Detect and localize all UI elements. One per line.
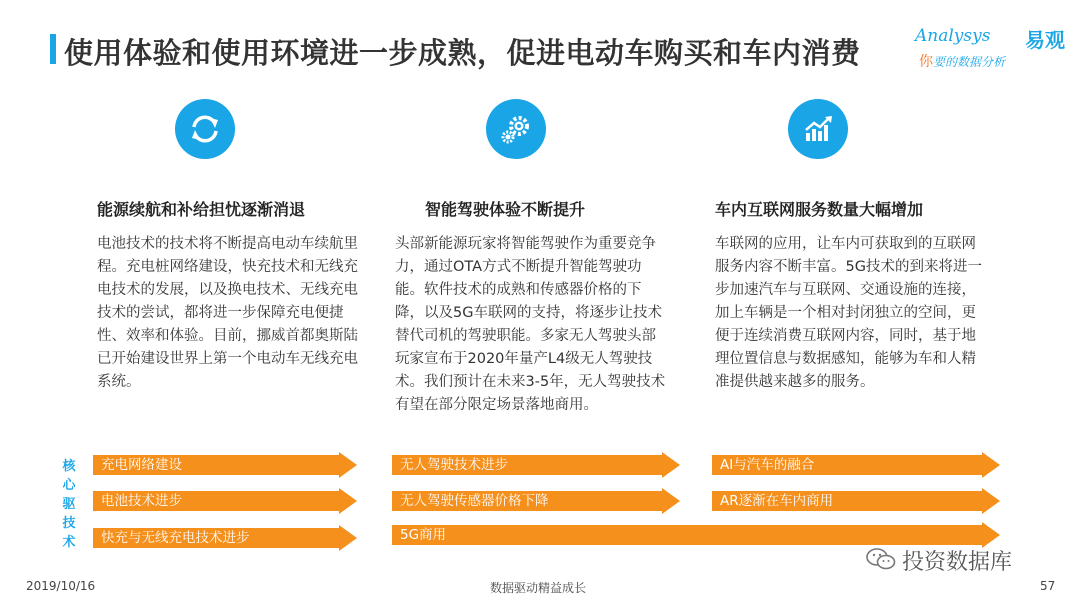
page-number: 57 — [1040, 579, 1056, 593]
column-title-internet: 车内互联网服务数量大幅增加 — [715, 200, 924, 219]
driver-arrow — [712, 488, 1000, 514]
gears-icon — [486, 99, 546, 159]
column-body-autonomous: 头部新能源玩家将智能驾驶作为重要竞争力，通过OTA方式不断提升智能驾驶功能。软件技术的成熟和传感器价格的下降，以及5G车联网的支持，将逐步让技术替代司机的驾驶职能。多家无人驾驶头部玩家宣布于2020年量产L4级无人驾驶技术。我们预计在未来3-5年，无人驾驶技术有望在部分限定场景落地商用。 — [395, 236, 666, 413]
page-title: 使用体验和使用环境进一步成熟，促进电动车购买和车内消费 — [64, 36, 861, 70]
driver-label: 无人驾驶技术进步 — [400, 457, 508, 473]
wechat-icon — [866, 547, 896, 571]
column-title-autonomous: 智能驾驶体验不断提升 — [425, 200, 586, 219]
driver-label: 充电网络建设 — [101, 457, 182, 473]
analysys-logo — [915, 26, 1065, 72]
driver-label: AR逐渐在车内商用 — [720, 493, 834, 509]
logo-tagline-rest: 要的数据分析 — [933, 55, 1006, 69]
core-drivers-label: 核心驱技术 — [62, 459, 76, 550]
logo-tagline-first: 你 — [919, 54, 933, 70]
driver-label: 5G商用 — [400, 527, 447, 543]
driver-arrow — [712, 452, 1000, 478]
driver-label: AI与汽车的融合 — [720, 457, 815, 473]
driver-arrow — [93, 525, 357, 551]
driver-label: 快充与无线充电技术进步 — [101, 530, 250, 546]
driver-label: 电池技术进步 — [101, 493, 182, 509]
wechat-account-name: 投资数据库 — [902, 550, 1013, 575]
column-title-energy: 能源续航和补给担忧逐渐消退 — [97, 200, 306, 219]
driver-arrow — [93, 452, 357, 478]
growth-chart-icon — [788, 99, 848, 159]
logo-brand: Analysys — [915, 26, 991, 46]
footer-slogan: 数据驱动精益成长 — [490, 581, 587, 595]
driver-arrow — [93, 488, 357, 514]
refresh-icon — [175, 99, 235, 159]
driver-arrow — [392, 452, 680, 478]
logo-tagline — [919, 51, 1005, 71]
footer-date: 2019/10/16 — [26, 579, 96, 593]
logo-cn: 易观 — [1025, 28, 1065, 52]
driver-arrow — [392, 488, 680, 514]
column-body-internet: 车联网的应用，让车内可获取到的互联网服务内容不断丰富。5G技术的到来将进一步加速汽车与互联网、交通设施的连接，加上车辆是一个相对封闭独立的空间，更便于连续消费互联网内容，同时，基于地理位置信息与数据感知，能够为车和人精准提供越来越多的服务。 — [715, 236, 982, 390]
column-body-energy: 电池技术的技术将不断提高电动车续航里程。充电桩网络建设，快充技术和无线充电技术的发展，以及换电技术、无线充电技术的尝试，都将进一步保障充电便捷性、效率和体验。目前，挪威首都奥斯陆已开始建设世界上第一个电动车无线充电系统。 — [97, 236, 358, 390]
driver-label: 无人驾驶传感器价格下降 — [400, 493, 549, 509]
wechat-watermark — [866, 545, 1066, 573]
title-accent-bar — [50, 34, 56, 64]
